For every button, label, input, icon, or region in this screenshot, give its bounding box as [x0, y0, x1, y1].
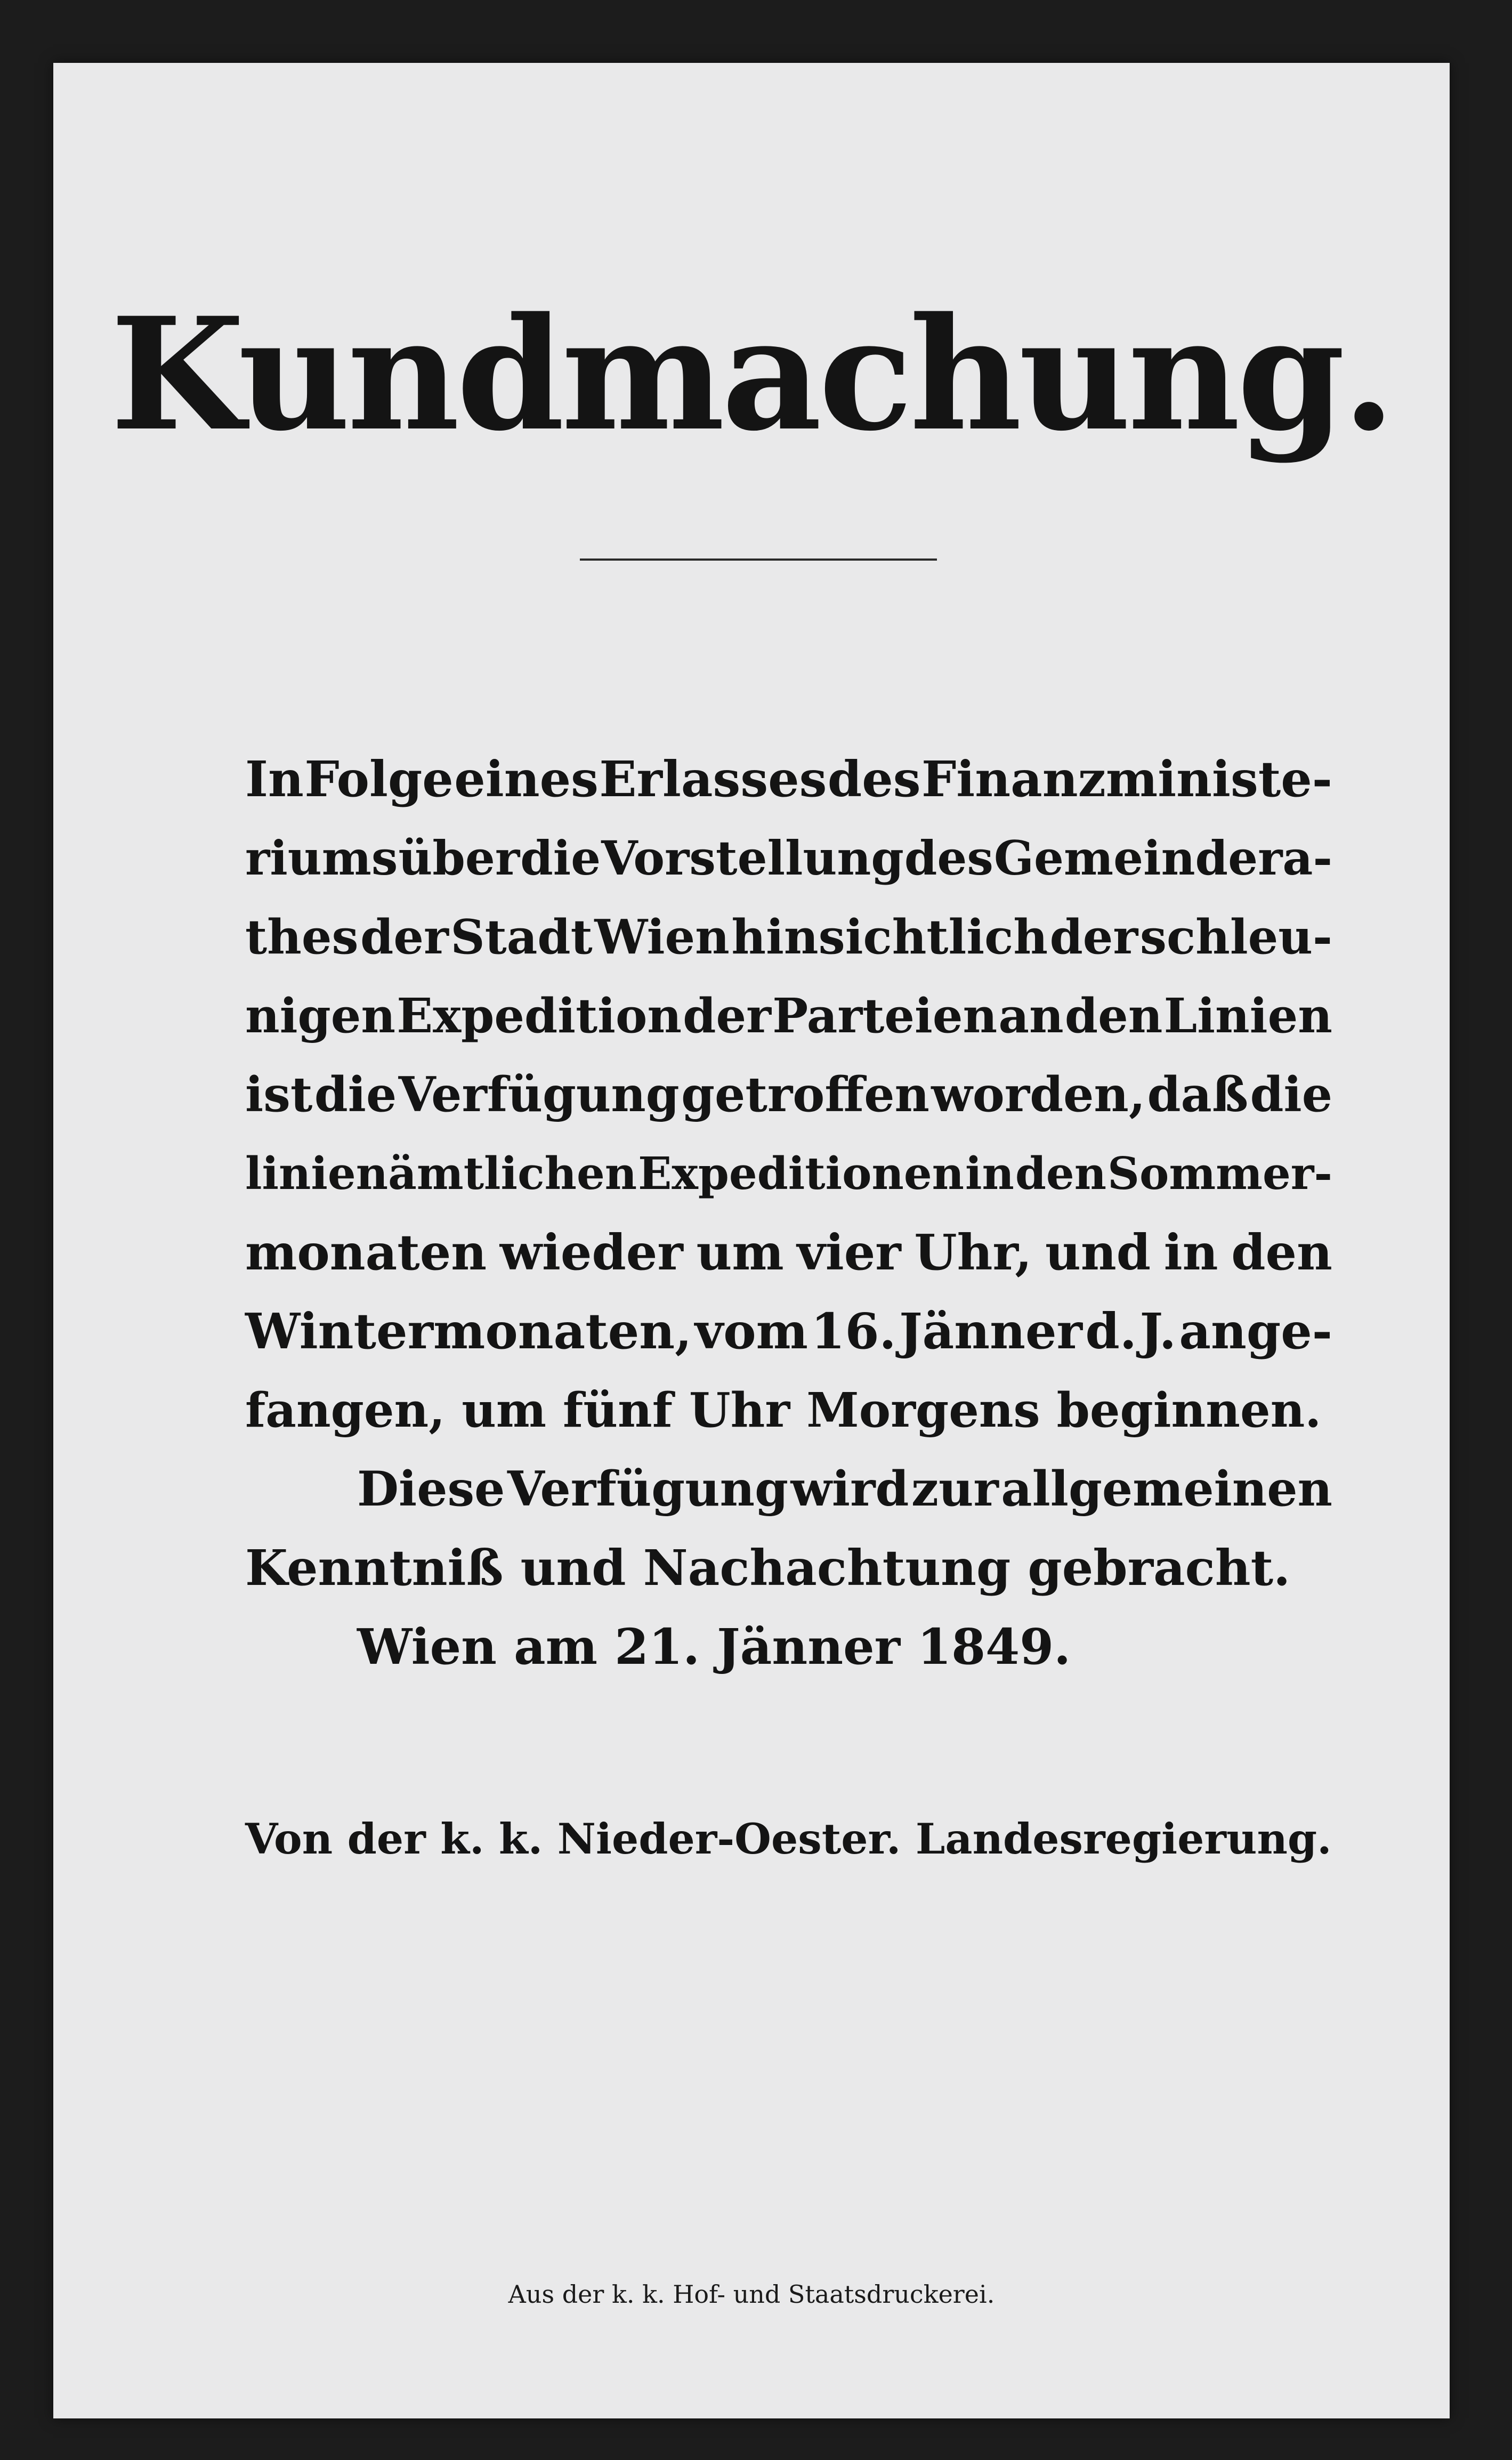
- body-line: linienämtlichen Expeditionen in den Sommer-: [245, 1147, 1332, 1200]
- body-line: monaten wieder um vier Uhr, und in den: [245, 1224, 1332, 1281]
- notice-sheet: [53, 63, 1450, 2418]
- issuing-authority: Von der k. k. Nieder-Oester. Landesregierung.: [245, 1814, 1332, 1864]
- body-line: Wintermonaten, vom 16. Jänner d. J. ange-: [245, 1302, 1332, 1360]
- body-line: Diese Verfügung wird zur allgemeinen: [357, 1461, 1332, 1517]
- body-line: nigen Expedition der Parteien an den Linien: [245, 988, 1332, 1043]
- body-line: thes der Stadt Wien hinsichtlich der schleu-: [245, 909, 1332, 965]
- body-line: riums über die Vorstellung des Gemeindera-: [245, 830, 1332, 886]
- notice-body: [245, 740, 1332, 1686]
- body-line: Kenntniß und Nachachtung gebracht.: [245, 1539, 1291, 1597]
- date-line: Wien am 21. Jänner 1849.: [357, 1618, 1071, 1676]
- body-line: In Folge eines Erlasses des Finanzministe-: [245, 750, 1332, 808]
- title-divider: [580, 559, 937, 561]
- body-line: fangen, um fünf Uhr Morgens beginnen.: [245, 1382, 1322, 1438]
- notice-title: Kundmachung.: [110, 284, 1393, 465]
- printer-imprint: Aus der k. k. Hof- und Staatsdruckerei.: [508, 2280, 995, 2309]
- body-line: ist die Verfügung getroffen worden, daß die: [245, 1066, 1332, 1123]
